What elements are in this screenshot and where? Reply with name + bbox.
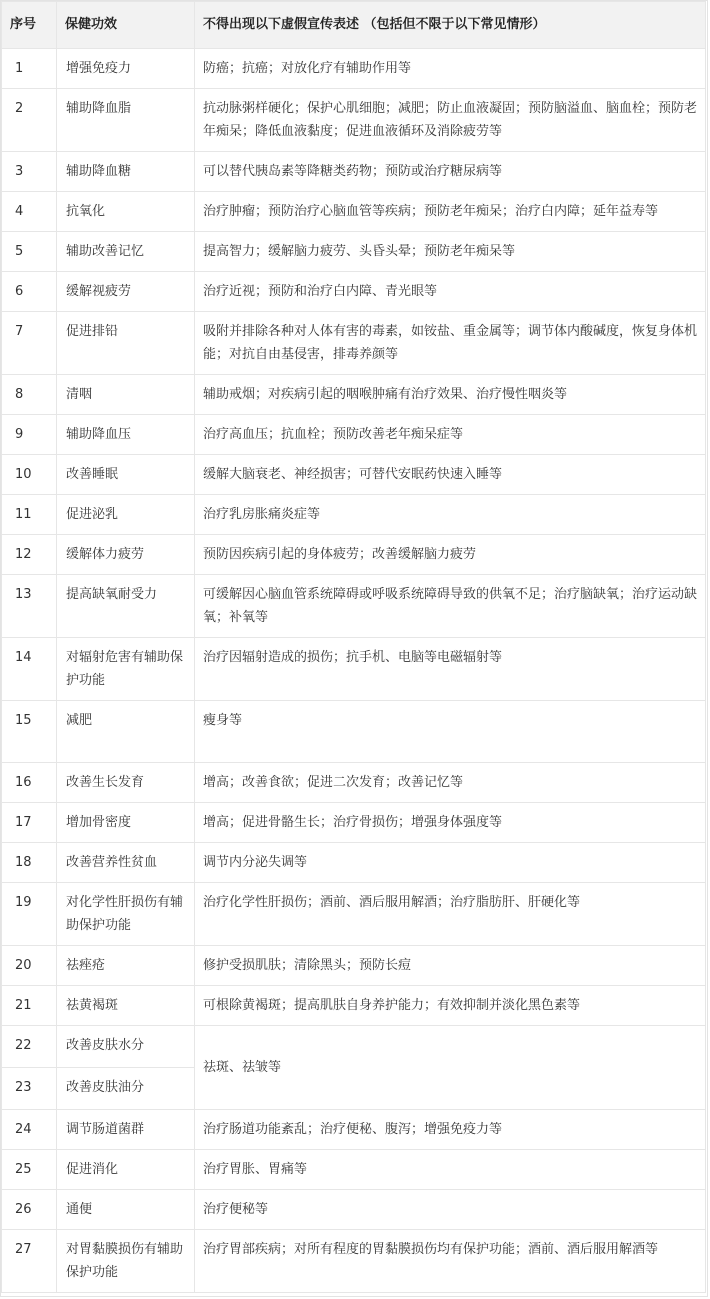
- row-number: 10: [2, 455, 57, 495]
- prohibited-claims: 修护受损肌肤；清除黑头；预防长痘: [195, 946, 706, 986]
- health-function: 改善营养性贫血: [57, 843, 195, 883]
- row-number: 15: [2, 701, 57, 763]
- prohibited-claims: 治疗高血压；抗血栓；预防改善老年痴呆症等: [195, 415, 706, 455]
- table-row: [2, 575, 706, 638]
- table-row: [2, 312, 706, 375]
- table-row: [2, 883, 706, 946]
- health-function: 辅助降血压: [57, 415, 195, 455]
- prohibited-claims: 治疗便秘等: [195, 1190, 706, 1230]
- table-row: [2, 1110, 706, 1150]
- row-number: 26: [2, 1190, 57, 1230]
- table-row: [2, 272, 706, 312]
- prohibited-claims: 治疗乳房胀痛炎症等: [195, 495, 706, 535]
- health-function: 清咽: [57, 375, 195, 415]
- row-number: 21: [2, 986, 57, 1026]
- health-function: 缓解体力疲劳: [57, 535, 195, 575]
- table-row: [2, 192, 706, 232]
- health-function: 通便: [57, 1190, 195, 1230]
- table-row: [2, 763, 706, 803]
- header-row: [2, 2, 706, 49]
- row-number: 11: [2, 495, 57, 535]
- prohibited-claims: 治疗肿瘤；预防治疗心脑血管等疾病；预防老年痴呆；治疗白内障；延年益寿等: [195, 192, 706, 232]
- row-number: 24: [2, 1110, 57, 1150]
- health-function: 对胃黏膜损伤有辅助保护功能: [57, 1230, 195, 1293]
- prohibited-claims: 可缓解因心脑血管系统障碍或呼吸系统障碍导致的供氧不足；治疗脑缺氧；治疗运动缺氧；补氧等: [195, 575, 706, 638]
- health-function: 祛黄褐斑: [57, 986, 195, 1026]
- health-function: 祛痤疮: [57, 946, 195, 986]
- health-function: 改善睡眠: [57, 455, 195, 495]
- health-function: 对辐射危害有辅助保护功能: [57, 638, 195, 701]
- row-number: 18: [2, 843, 57, 883]
- prohibited-claims: 抗动脉粥样硬化；保护心肌细胞；减肥；防止血液凝固；预防脑溢血、脑血栓；预防老年痴呆；降低血液黏度；促进血液循环及消除疲劳等: [195, 89, 706, 152]
- health-function: 缓解视疲劳: [57, 272, 195, 312]
- health-function: 减肥: [57, 701, 195, 763]
- row-number: 1: [2, 49, 57, 89]
- table-row: [2, 986, 706, 1026]
- prohibited-claims: 祛斑、祛皱等: [195, 1026, 706, 1110]
- header-prohibited-claims: 不得出现以下虚假宣传表述 （包括但不限于以下常见情形）: [195, 2, 706, 49]
- health-function: 改善生长发育: [57, 763, 195, 803]
- row-number: 5: [2, 232, 57, 272]
- table-header: [2, 2, 706, 49]
- table-body: [2, 49, 706, 1293]
- row-number: 23: [2, 1068, 57, 1110]
- table-row: [2, 701, 706, 763]
- table-row: [2, 375, 706, 415]
- row-number: 2: [2, 89, 57, 152]
- health-function: 促进泌乳: [57, 495, 195, 535]
- prohibited-claims: 缓解大脑衰老、神经损害；可替代安眠药快速入睡等: [195, 455, 706, 495]
- table-row: [2, 49, 706, 89]
- health-claims-table: [1, 1, 706, 1293]
- row-number: 27: [2, 1230, 57, 1293]
- row-number: 20: [2, 946, 57, 986]
- prohibited-claims: 增高；改善食欲；促进二次发育；改善记忆等: [195, 763, 706, 803]
- health-function: 促进消化: [57, 1150, 195, 1190]
- row-number: 25: [2, 1150, 57, 1190]
- prohibited-claims: 增高；促进骨骼生长；治疗骨损伤；增强身体强度等: [195, 803, 706, 843]
- prohibited-claims: 吸附并排除各种对人体有害的毒素，如铵盐、重金属等；调节体内酸碱度，恢复身体机能；对抗自由基侵害，排毒养颜等: [195, 312, 706, 375]
- row-number: 12: [2, 535, 57, 575]
- health-function: 辅助降血糖: [57, 152, 195, 192]
- row-number: 19: [2, 883, 57, 946]
- prohibited-claims: 治疗肠道功能紊乱；治疗便秘、腹泻；增强免疫力等: [195, 1110, 706, 1150]
- header-function: 保健功效: [57, 2, 195, 49]
- prohibited-claims: 防癌；抗癌；对放化疗有辅助作用等: [195, 49, 706, 89]
- prohibited-claims: 治疗因辐射造成的损伤；抗手机、电脑等电磁辐射等: [195, 638, 706, 701]
- health-function: 辅助降血脂: [57, 89, 195, 152]
- table-row: [2, 1230, 706, 1293]
- health-function: 促进排铅: [57, 312, 195, 375]
- row-number: 16: [2, 763, 57, 803]
- table-row: [2, 803, 706, 843]
- header-no: 序号: [2, 2, 57, 49]
- prohibited-claims: 治疗化学性肝损伤；酒前、酒后服用解酒；治疗脂肪肝、肝硬化等: [195, 883, 706, 946]
- prohibited-claims: 治疗胃胀、胃痛等: [195, 1150, 706, 1190]
- table-row: [2, 89, 706, 152]
- row-number: 8: [2, 375, 57, 415]
- table-row: [2, 638, 706, 701]
- table-row: [2, 495, 706, 535]
- health-function: 调节肠道菌群: [57, 1110, 195, 1150]
- row-number: 4: [2, 192, 57, 232]
- health-function: 改善皮肤油分: [57, 1068, 195, 1110]
- health-function: 抗氧化: [57, 192, 195, 232]
- row-number: 3: [2, 152, 57, 192]
- prohibited-claims: 治疗胃部疾病；对所有程度的胃黏膜损伤均有保护功能；酒前、酒后服用解酒等: [195, 1230, 706, 1293]
- health-function: 辅助改善记忆: [57, 232, 195, 272]
- table-row: [2, 843, 706, 883]
- row-number: 22: [2, 1026, 57, 1068]
- prohibited-claims: 治疗近视；预防和治疗白内障、青光眼等: [195, 272, 706, 312]
- prohibited-claims: 可以替代胰岛素等降糖类药物；预防或治疗糖尿病等: [195, 152, 706, 192]
- table-row: [2, 535, 706, 575]
- table-row: [2, 455, 706, 495]
- row-number: 9: [2, 415, 57, 455]
- row-number: 17: [2, 803, 57, 843]
- table-row: [2, 1190, 706, 1230]
- table-row: [2, 1026, 706, 1068]
- table-row: [2, 232, 706, 272]
- row-number: 6: [2, 272, 57, 312]
- row-number: 14: [2, 638, 57, 701]
- health-function: 改善皮肤水分: [57, 1026, 195, 1068]
- prohibited-claims: 可根除黄褐斑；提高肌肤自身养护能力；有效抑制并淡化黑色素等: [195, 986, 706, 1026]
- table-row: [2, 415, 706, 455]
- prohibited-claims: 提高智力；缓解脑力疲劳、头昏头晕；预防老年痴呆等: [195, 232, 706, 272]
- health-function: 提高缺氧耐受力: [57, 575, 195, 638]
- prohibited-claims: 辅助戒烟；对疾病引起的咽喉肿痛有治疗效果、治疗慢性咽炎等: [195, 375, 706, 415]
- table-row: [2, 152, 706, 192]
- prohibited-claims: 预防因疾病引起的身体疲劳；改善缓解脑力疲劳: [195, 535, 706, 575]
- table-row: [2, 1150, 706, 1190]
- prohibited-claims: 瘦身等: [195, 701, 706, 763]
- table-row: [2, 946, 706, 986]
- prohibited-claims: 调节内分泌失调等: [195, 843, 706, 883]
- health-function: 增加骨密度: [57, 803, 195, 843]
- health-function: 增强免疫力: [57, 49, 195, 89]
- row-number: 13: [2, 575, 57, 638]
- row-number: 7: [2, 312, 57, 375]
- health-function: 对化学性肝损伤有辅助保护功能: [57, 883, 195, 946]
